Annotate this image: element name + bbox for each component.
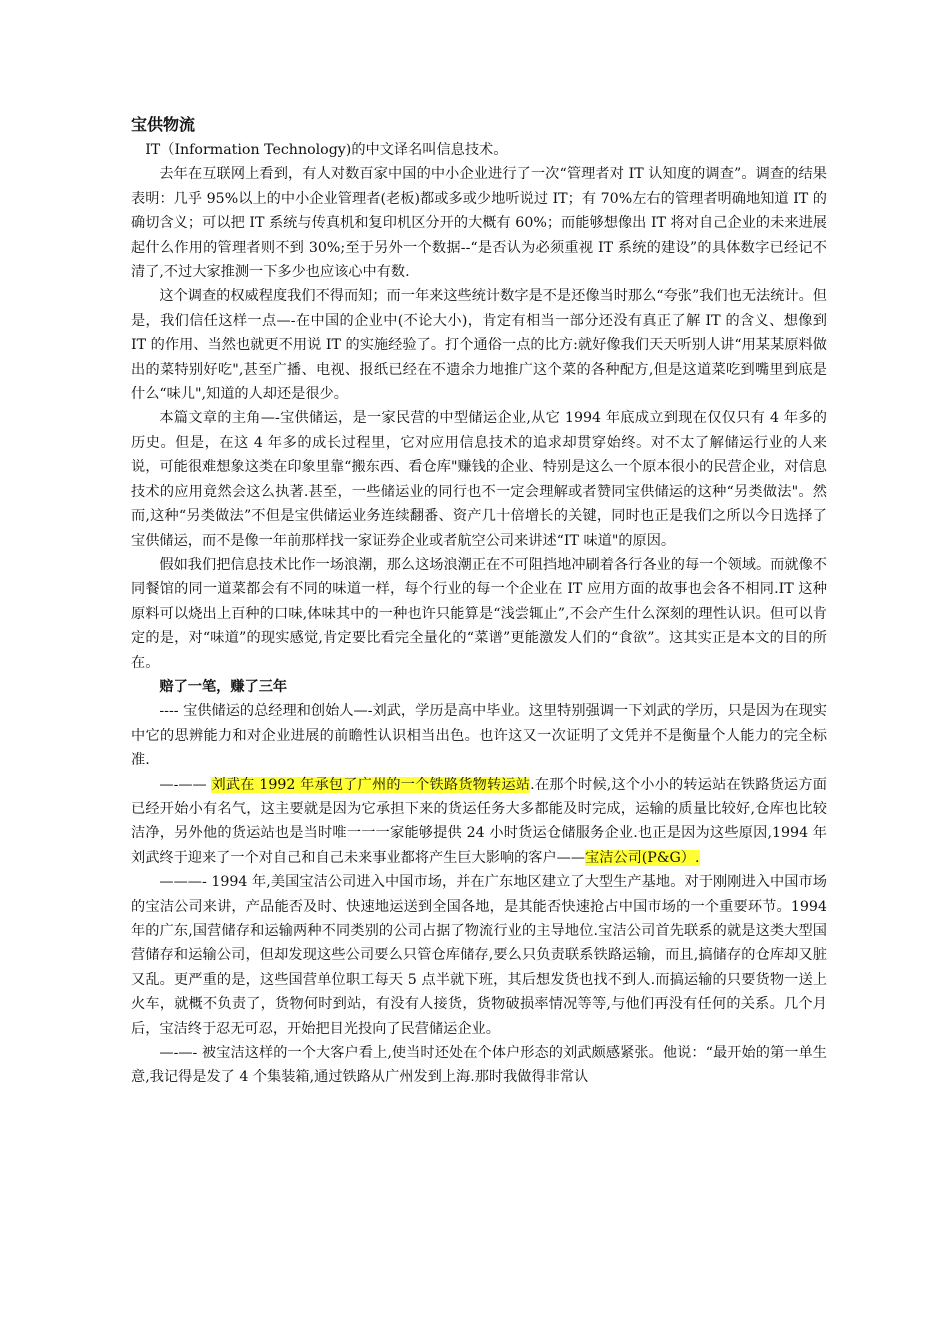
- paragraph-1: 去年在互联网上看到，有人对数百家中国的中小企业进行了一次“管理者对 IT 认知度的调查”。调查的结果表明：几乎 95%以上的中小企业管理者(老板)都或多或少地听说过 IT；有 70%左右的管理者明确地知道 IT 的确切含义；可以把 IT 系统与传真机和复印机区分开的大概有 60%；而能够想像出 IT 将对自己企业的未来进展起什么作用的管理者则不到 30%;至于另外一个数据--“是否认为必须重视 IT 系统的建设”的具体数字已经记不清了,不过大家推测一下多少也应该心中有数.: [131, 166, 827, 281]
- paragraph-2: 这个调查的权威程度我们不得而知；而一年来这些统计数字是不是还像当时那么“夸张”我们也无法统计。但是，我们信任这样一点—-在中国的企业中(不论大小)，肯定有相当一部分还没有真正了解 IT 的含义、想像到 IT 的作用、当然也就更不用说 IT 的实施经验了。打个通俗一点的比方:就好像我们天天听别人讲“用某某原料做出的菜特别好吃",甚至广播、电视、报纸已经在不遗余力地推广这个菜的各种配方,但是这道菜吃到嘴里到底是什么“味儿",知道的人却还是很少。: [131, 288, 827, 403]
- section-heading: 赔了一笔，赚了三年: [159, 678, 288, 695]
- paragraph-6-body: .在那个时候,这个小小的转运站在铁路货运方面已经开始小有名气，这主要就是因为它承担下来的货运任务大多都能及时完成，运输的质量比较好,仓库也比较洁净，另外他的货运站也是当时唯一一一家能够提供 24 小时货运仓储服务企业.也正是因为这些原因,1994 年刘武终于迎来了一个对自己和自己未来事业都将产生巨大影响的客户——: [131, 776, 827, 866]
- document-title: 宝供物流: [131, 115, 196, 134]
- paragraph-5: ---- 宝供储运的总经理和创始人—-刘武，学历是高中毕业。这里特别强调一下刘武的学历，只是因为在现实中它的思辨能力和对企业进展的前瞻性认识相当出色。也许这又一次证明了文凭并不是衡量个人能力的完全标准.: [131, 703, 827, 769]
- paragraph-7: ———- 1994 年,美国宝洁公司进入中国市场，并在广东地区建立了大型生产基地。对于刚刚进入中国市场的宝洁公司来讲，产品能否及时、快速地运送到全国各地，是其能否快速抢占中国市场的一个重要环节。1994 年的广东,国营储存和运输两种不同类别的公司占据了物流行业的主导地位.宝洁公司首先联系的就是这类大型国营储存和运输公司，但却发现这些公司要么只管仓库储存,要么只负责联系铁路运输，而且,搞储存的仓库却又脏又乱。更严重的是，这些国营单位职工每天 5 点半就下班，其后想发货也找不到人.而搞运输的只要货物一送上火车，就概不负责了，货物何时到站，有没有人接货，货物破损率情况等等,与他们再没有任何的关系。几个月后，宝洁终于忍无可忍，开始把目光投向了民营储运企业。: [131, 874, 827, 1037]
- highlighted-text-1: 刘武在 1992 年承包了广州的一个铁路货物转运站: [211, 776, 531, 793]
- paragraph-3: 本篇文章的主角—-宝供储运，是一家民营的中型储运企业,从它 1994 年底成立到现在仅仅只有 4 年多的历史。但是，在这 4 年多的成长过程里，它对应用信息技术的追求却贯穿始终。对不太了解储运行业的人来说，可能很难想象这类在印象里靠“搬东西、看仓库"赚钱的企业、特别是这么一个原本很小的民营企业，对信息技术的应用竟然会这么执著.甚至，一些储运业的同行也不一定会理解或者赞同宝供储运的这种“另类做法"。然而,这种“另类做法”不但是宝供储运业务连续翻番、资产几十倍增长的关键，同时也正是我们之所以今日选择了宝供储运，而不是像一年前那样找一家证券企业或者航空公司来讲述“IT 味道"的原因。: [131, 410, 827, 549]
- paragraph-8: —-—- 被宝洁这样的一个大客户看上,使当时还处在个体户形态的刘武颇感紧张。他说：“最开始的第一单生意,我记得是发了 4 个集装箱,通过铁路从广州发到上海.那时我做得非常认: [131, 1045, 827, 1086]
- highlighted-text-2: 宝洁公司(P&G）.: [585, 849, 700, 866]
- paragraph-6-prefix: —-——: [159, 776, 212, 793]
- document-page: [131, 112, 827, 1090]
- intro-paragraph: IT（Information Technology)的中文译名叫信息技术。: [145, 142, 508, 158]
- paragraph-4: 假如我们把信息技术比作一场浪潮，那么这场浪潮正在不可阻挡地冲刷着各行各业的每一个领域。而就像不同餐馆的同一道菜都会有不同的味道一样，每个行业的每一个企业在 IT 应用方面的故事也会各不相同.IT 这种原料可以烧出上百种的口味,体味其中的一种也许只能算是“浅尝辄止”,不会产生什么深刻的理性认识。但可以肯定的是，对“味道”的现实感觉,肯定要比看完全量化的“菜谱”更能激发人们的“食欲”。这其实正是本文的目的所在。: [131, 556, 827, 671]
- paragraph-6: [131, 773, 827, 871]
